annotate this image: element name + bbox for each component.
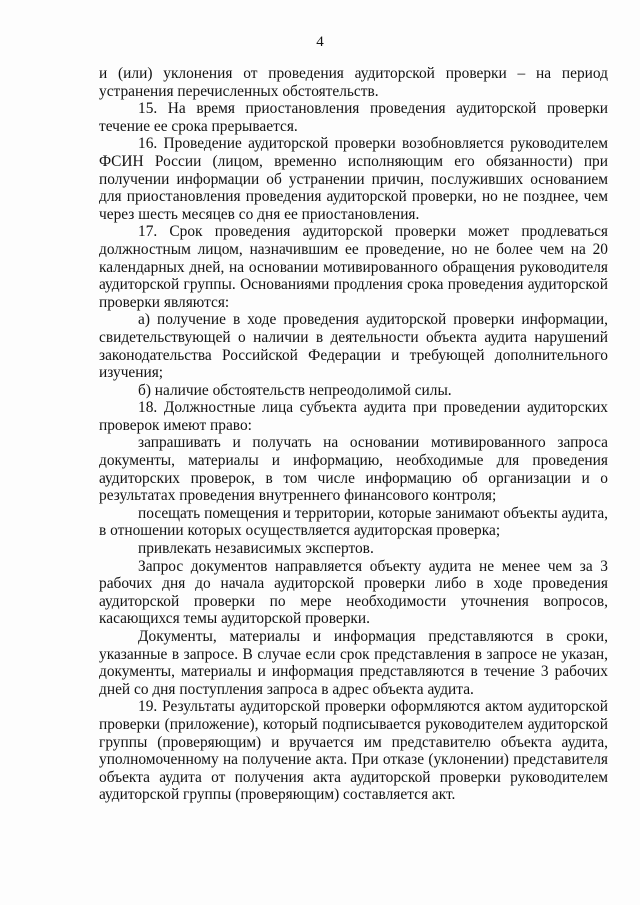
page-number: 4 [316, 34, 324, 50]
paragraph-15: 15. На время приостановления проведения аудиторской проверки течение ее срока прерывается. [99, 100, 608, 135]
paragraph-17-b: б) наличие обстоятельств непреодолимой силы. [138, 381, 452, 399]
paragraph-continuation: и (или) уклонения от проведения аудиторской проверки – на период устранения перечисленных обстоятельств. [99, 65, 608, 100]
document-body [99, 65, 608, 804]
paragraph-request: Запрос документов направляется объекту аудита не менее чем за 3 рабочих дня до начала аудиторской проверки либо в ходе проведения аудиторской проверки по мере необходимости уточнения вопросов, касающихся темы аудиторской проверки. [99, 557, 608, 628]
paragraph-16: 16. Проведение аудиторской проверки возобновляется руководителем ФСИН России (лицом, временно исполняющим его обязанности) при получении информации об устранении причин, послуживших основанием для приостановления проведения аудиторской проверки, но не позднее, чем через шесть месяцев со дня ее приостановления. [99, 135, 608, 223]
paragraph-19: 19. Результаты аудиторской проверки оформляются актом аудиторской проверки (приложение), который подписывается руководителем аудиторской группы (проверяющим) и вручается им представителю объекта аудита, уполномоченному на получение акта. При отказе (уклонении) представителя объекта аудита от получения акта аудиторской проверки руководителем аудиторской группы (проверяющим) составляется акт. [99, 698, 608, 804]
paragraph-17: 17. Срок проведения аудиторской проверки может продлеваться должностным лицом, назначившим ее проведение, но не более чем на 20 календарных дней, на основании мотивированного обращения руководителя аудиторской группы. Основаниями продления срока проведения аудиторской проверки являются: [99, 223, 608, 311]
paragraph-18-right-1: запрашивать и получать на основании мотивированного запроса документы, материалы и информацию, необходимые для проведения аудиторских проверок, в том числе информацию об организации и о результатах проведения внутреннего финансового контроля; [99, 434, 608, 505]
paragraph-17-a: а) получение в ходе проведения аудиторской проверки информации, свидетельствующей о наличии в деятельности объекта аудита нарушений законодательства Российской Федерации и требующей дополнительного изучения; [99, 311, 608, 382]
paragraph-18-right-2: посещать помещения и территории, которые занимают объекты аудита, в отношении которых осуществляется аудиторская проверка; [99, 504, 608, 540]
paragraph-18-right-3: привлекать независимых экспертов. [138, 540, 374, 558]
paragraph-18: 18. Должностные лица субъекта аудита при проведении аудиторских проверок имеют право: [99, 399, 608, 434]
paragraph-documents: Документы, материалы и информация представляются в сроки, указанные в запросе. В случае если срок представления в запросе не указан, документы, материалы и информация представляются в течение 3 рабочих дней со дня поступления запроса в адрес объекта аудита. [99, 628, 608, 698]
